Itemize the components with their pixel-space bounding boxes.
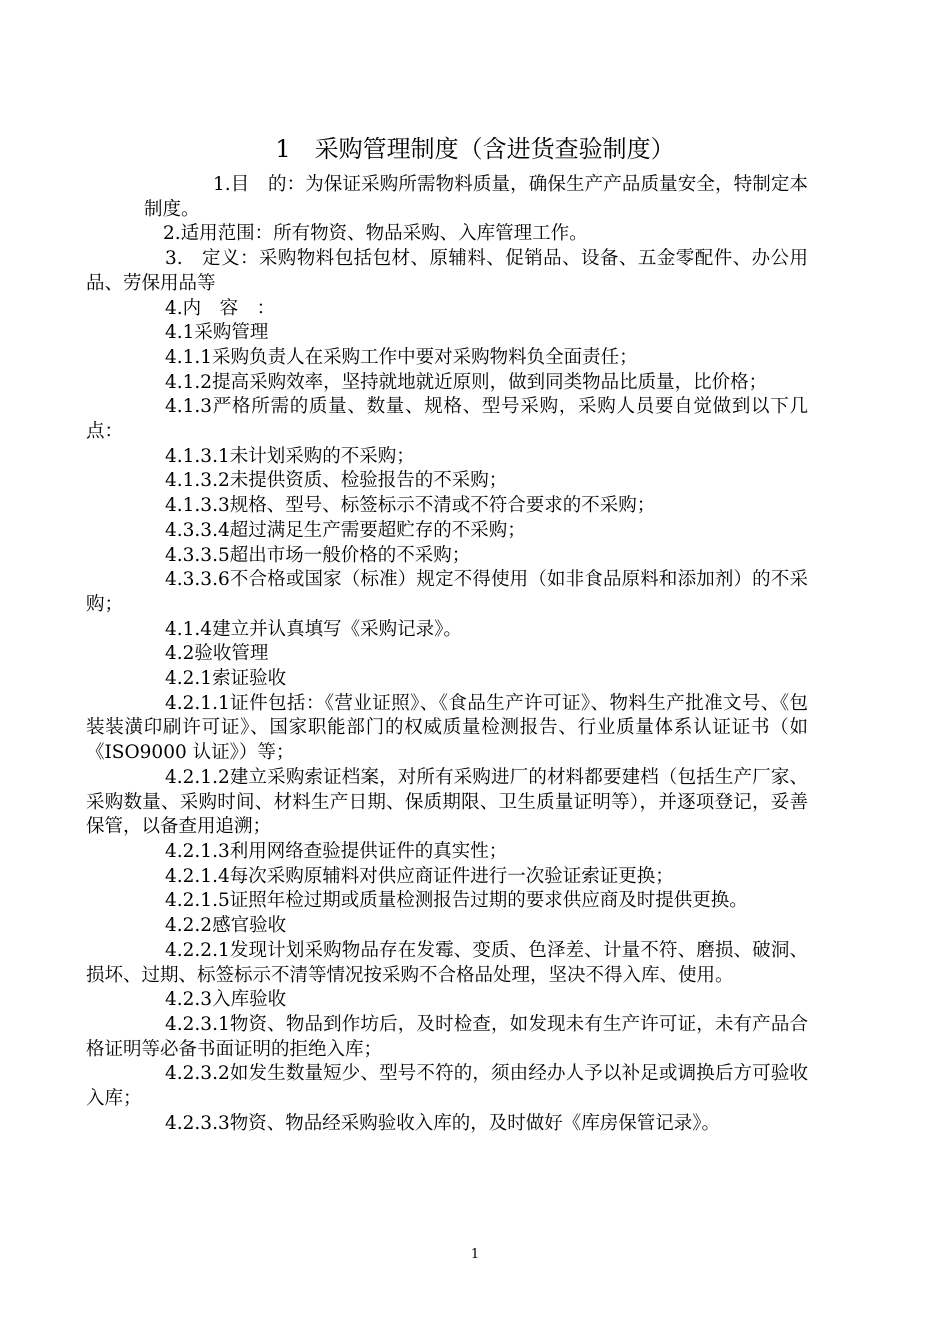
paragraph: 4.2.1.5证照年检过期或质量检测报告过期的要求供应商及时提供更换。 xyxy=(165,890,748,912)
paragraph: 2.适用范围：所有物资、物品采购、入库管理工作。 xyxy=(163,223,588,245)
paragraph: 4.1.3严格所需的质量、数量、规格、型号采购，采购人员要自觉做到以下几点： xyxy=(86,396,808,443)
document-title: 1 采购管理制度（含进货查验制度） xyxy=(275,135,675,163)
paragraph: 4.2.1索证验收 xyxy=(165,668,287,690)
paragraph: 4.1.3.2未提供资质、检验报告的不采购； xyxy=(165,470,508,492)
paragraph: 1.目 的：为保证采购所需物料质量，确保生产产品质量安全，特制定本制度。 xyxy=(144,174,808,220)
paragraph: 4.1采购管理 xyxy=(165,322,269,344)
paragraph: 4.2.3.1物资、物品到作坊后，及时检查，如发现未有生产许可证，未有产品合格证明等必备书面证明的拒绝入库； xyxy=(86,1013,808,1060)
paragraph: 4.2.3.2如发生数量短少、型号不符的，须由经办人予以补足或调换后方可验收入库； xyxy=(86,1063,808,1110)
paragraph: 4.2.1.3利用网络查验提供证件的真实性； xyxy=(165,840,508,862)
paragraph: 4.1.1采购负责人在采购工作中要对采购物料负全面责任； xyxy=(165,346,638,368)
document-body xyxy=(86,173,808,1136)
paragraph: 4.2.3.3物资、物品经采购验收入库的，及时做好《库房保管记录》。 xyxy=(165,1112,720,1134)
paragraph: 4.2.2感官验收 xyxy=(165,915,287,937)
paragraph: 4.3.3.4超过满足生产需要超贮存的不采购； xyxy=(165,519,526,541)
paragraph: 4.2.3入库验收 xyxy=(165,989,287,1011)
paragraph: 4.1.2提高采购效率，坚持就地就近原则，做到同类物品比质量，比价格； xyxy=(165,371,768,393)
paragraph: 4.2.1.1证件包括：《营业证照》、《食品生产许可证》、物料生产批准文号、《包装装潢印刷许可证》、国家职能部门的权威质量检测报告、行业质量体系认证证书（如《ISO9000 认证》）等； xyxy=(86,692,808,764)
paragraph: 4.1.4建立并认真填写《采购记录》。 xyxy=(165,618,462,640)
paragraph: 4.3.3.5超出市场一般价格的不采购； xyxy=(165,544,471,566)
paragraph: 4.内 容 ： xyxy=(165,297,276,319)
paragraph: 4.3.3.6不合格或国家（标准）规定不得使用（如非食品原料和添加剂）的不采购； xyxy=(86,569,808,615)
paragraph: 3. 定义：采购物料包括包材、原辅料、促销品、设备、五金零配件、办公用品、劳保用品等 xyxy=(86,248,808,294)
paragraph: 4.1.3.1未计划采购的不采购； xyxy=(165,445,415,467)
paragraph: 4.2验收管理 xyxy=(165,643,269,665)
paragraph: 4.1.3.3规格、型号、标签标示不清或不符合要求的不采购； xyxy=(165,495,656,517)
paragraph: 4.2.2.1发现计划采购物品存在发霉、变质、色泽差、计量不符、磨损、破洞、损坏、过期、标签标示不清等情况按采购不合格品处理，坚决不得入库、使用。 xyxy=(86,939,808,986)
page-number: 1 xyxy=(470,1247,480,1262)
paragraph: 4.2.1.4每次采购原辅料对供应商证件进行一次验证索证更换； xyxy=(165,865,674,887)
paragraph: 4.2.1.2建立采购索证档案，对所有采购进厂的材料都要建档（包括生产厂家、采购数量、采购时间、材料生产日期、保质期限、卫生质量证明等），并逐项登记，妥善保管，以备查用追溯； xyxy=(86,766,808,838)
